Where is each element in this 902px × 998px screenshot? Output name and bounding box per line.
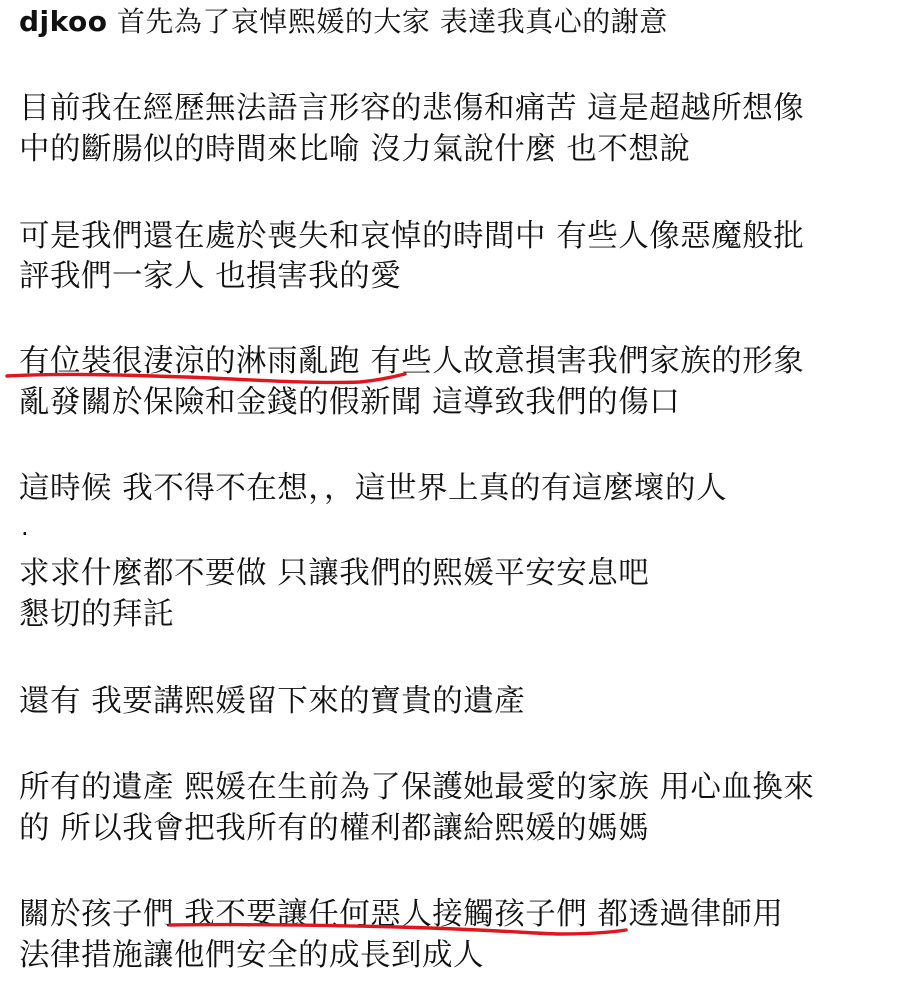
post-text-line: 這時候 我不得不在想，，這世界上真的有這麼壞的人: [19, 471, 727, 506]
post-text-line: 中的斷腸似的時間來比喻 沒力氣說什麼 也不想說: [19, 132, 691, 167]
dot-separator: .: [21, 513, 29, 541]
post-text-line: [19, 893, 783, 937]
post-text-line: 法律措施讓他們安全的成長到成人: [19, 938, 484, 973]
highlighted-text: 我不要讓任何惡人接觸孩子們: [184, 897, 588, 932]
post-text-line: 目前我在經歷無法語言形容的悲傷和痛苦 這是超越所想像: [19, 91, 805, 126]
post-text-line: 懇切的拜託: [19, 597, 174, 632]
post-text-line: [19, 340, 804, 384]
post-text: 關於孩子們: [19, 897, 185, 932]
post-text: 都透過律師用: [587, 897, 784, 932]
post-text-line: 的 所以我會把我所有的權利都讓給熙媛的媽媽: [19, 811, 650, 846]
author-name: djkoo: [19, 5, 108, 38]
post-text-line: 可是我們還在處於喪失和哀悼的時間中 有些人像惡魔般批: [19, 219, 805, 254]
post-text: 有些人故意損害我們家族的形象: [360, 344, 805, 379]
post-text-line: 評我們一家人 也損害我的愛: [19, 259, 402, 294]
highlighted-phrase: [184, 893, 587, 937]
post-text-line: 亂發關於保險和金錢的假新聞 這導致我們的傷口: [19, 385, 681, 420]
highlighted-phrase: [19, 340, 360, 384]
post-text: 首先為了哀悼熙媛的大家 表達我真心的謝意: [116, 5, 668, 38]
post-text-line: 求求什麼都不要做 只讓我們的熙媛平安安息吧: [19, 556, 650, 591]
highlighted-text: 有位裝很淒涼的淋雨亂跑: [19, 344, 360, 379]
post-first-line: [19, 0, 668, 44]
post-text-line: 還有 我要講熙媛留下來的寶貴的遺產: [19, 684, 526, 719]
post-text-line: 所有的遺產 熙媛在生前為了保護她最愛的家族 用心血換來: [19, 770, 815, 805]
